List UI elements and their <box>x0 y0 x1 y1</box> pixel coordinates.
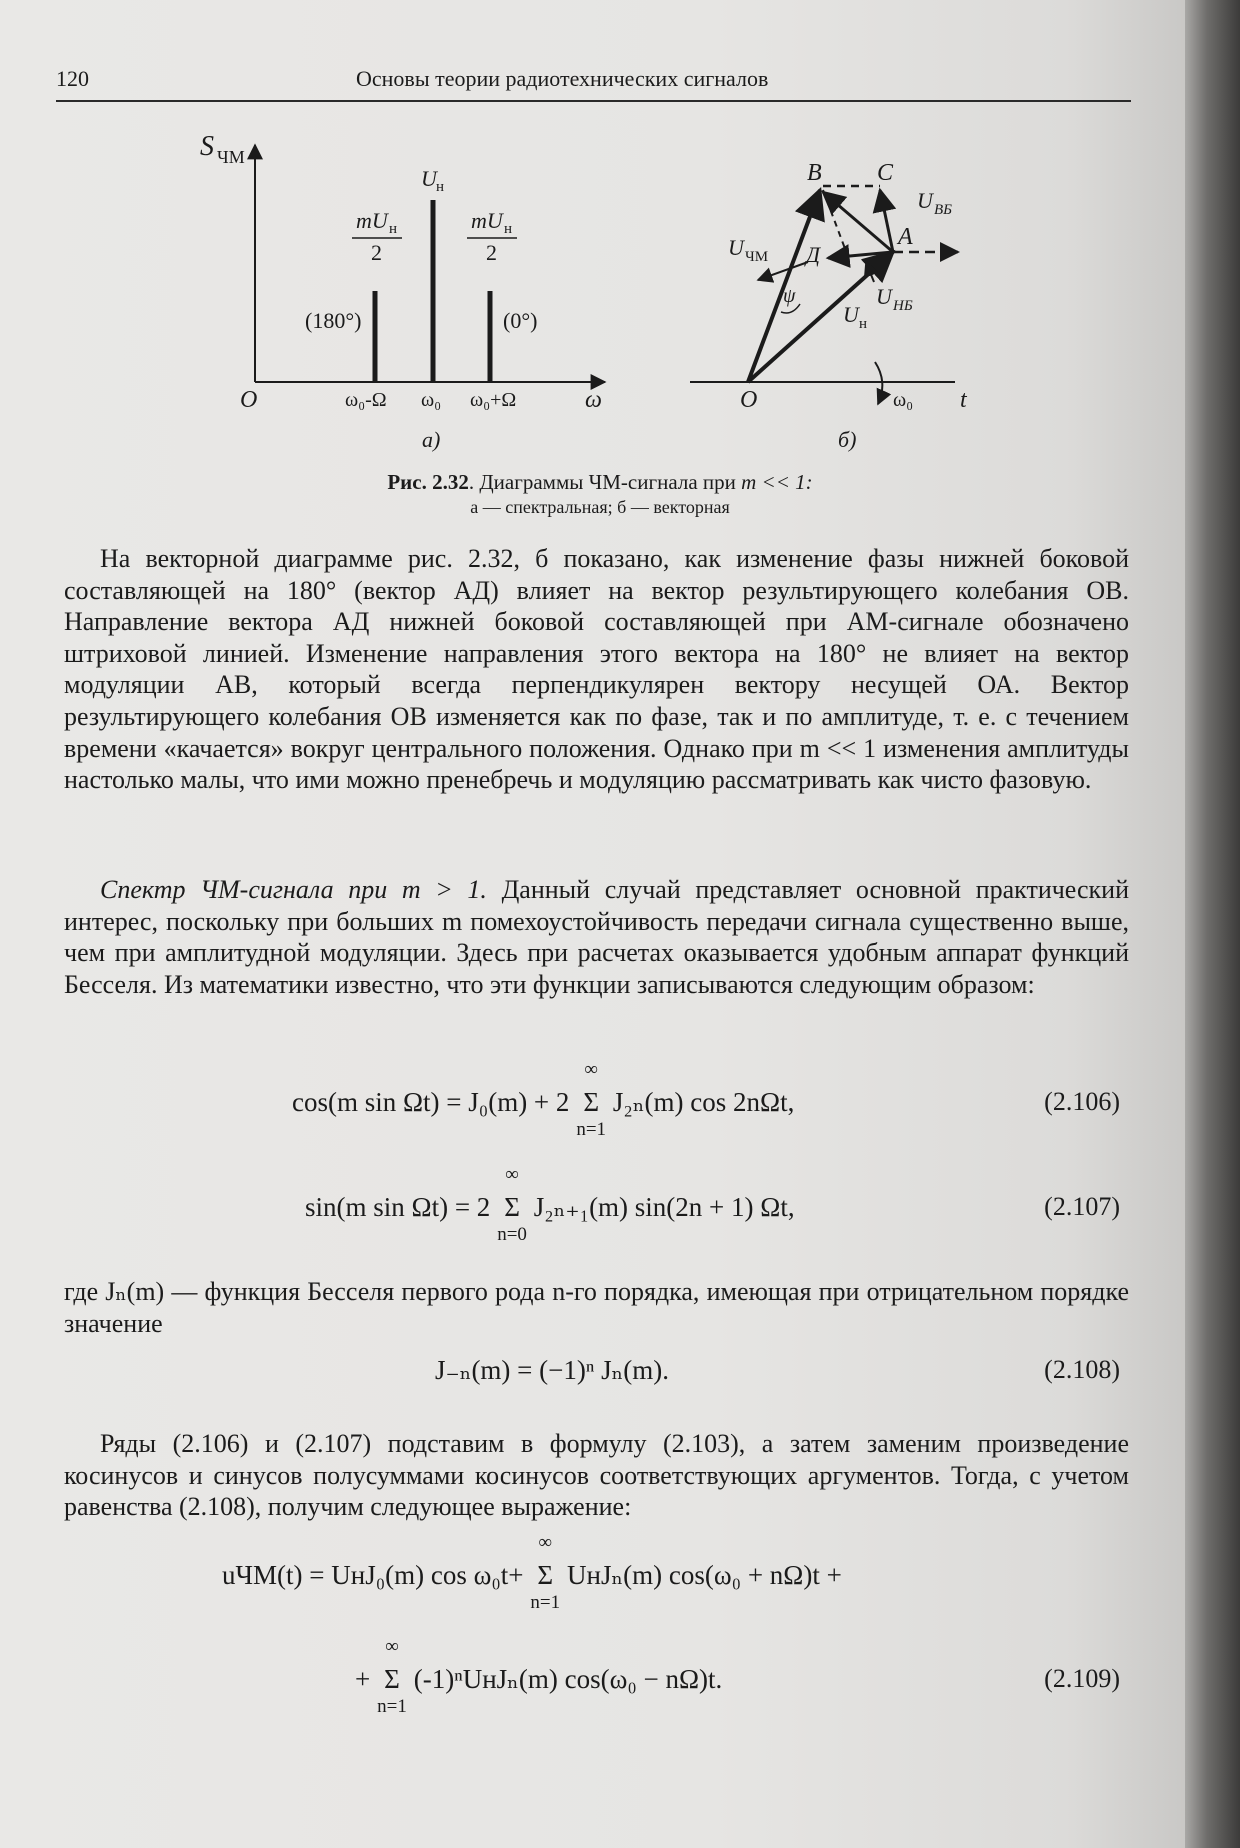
label-A: A <box>898 224 913 250</box>
eq109b-right: (-1)ⁿUнJₙ(m) cos(ω₀ − nΩ)t. <box>413 1664 723 1694</box>
vector-OA <box>748 252 893 382</box>
paragraph-2-heading: Спектр ЧМ-сигнала при m > 1. <box>100 875 487 904</box>
figure-caption <box>150 470 1050 518</box>
upper-amp-label <box>467 208 517 265</box>
eq108-number: (2.108) <box>1044 1355 1120 1384</box>
caption-lead: Рис. 2.32 <box>387 470 469 494</box>
sum-upper-limit: ∞ <box>538 1532 553 1553</box>
caption-cond: m << 1: <box>741 470 813 494</box>
sum-upper-limit: ∞ <box>385 1636 399 1657</box>
panel-a-label: а) <box>422 427 441 452</box>
caption-text: . Диаграммы ЧМ-сигнала при <box>468 470 742 494</box>
label-unb: U <box>876 284 892 309</box>
label-B: B <box>807 160 822 186</box>
eq109-number: (2.109) <box>1044 1664 1120 1693</box>
label-un: U <box>843 302 859 327</box>
paragraph-4 <box>64 1428 1129 1523</box>
sum-lower-limit: n=0 <box>497 1224 527 1245</box>
caption-sub: а — спектральная; б — векторная <box>470 497 730 517</box>
paragraph-2 <box>64 874 1129 1000</box>
eq106-right: J₂ₙ(m) cos 2nΩt, <box>612 1087 795 1117</box>
sum-symbol: Σ ∞ n=1 <box>377 1664 407 1695</box>
label-ubb-sub: ВБ <box>934 202 953 218</box>
eq108-text: J₋ₙ(m) = (−1)ⁿ Jₙ(m). <box>435 1355 670 1385</box>
label-D: Д <box>806 242 820 267</box>
eq109a-right: UнJₙ(m) cos(ω₀ + nΩ)t + <box>567 1560 842 1590</box>
sum-symbol: Σ ∞ n=1 <box>576 1087 606 1118</box>
upper-amp-num: mU <box>471 208 503 233</box>
sum-symbol: Σ ∞ n=0 <box>497 1192 527 1223</box>
label-t: t <box>960 387 967 413</box>
upper-amp-sub: н <box>504 221 513 237</box>
paragraph-1 <box>64 543 1129 796</box>
label-O: O <box>740 387 758 413</box>
lower-amp-sub: н <box>389 221 398 237</box>
sum-lower-limit: n=1 <box>576 1119 607 1140</box>
tick-carrier: ω₀ <box>421 389 442 411</box>
tick-upper: ω₀+Ω <box>470 389 517 411</box>
vector-diagram <box>690 160 968 452</box>
lower-amp-label <box>352 208 402 265</box>
figure-2-32 <box>0 0 1185 520</box>
sum-symbol: Σ ∞ n=1 <box>530 1560 560 1591</box>
paragraph-1-text: На векторной диаграмме рис. 2.32, б показано, как изменение фазы нижней боковой составляющей на 180° (вектор АД) влияет на вектор результирующего колебания ОВ. Направление вектора АД нижней боковой составляющей при АМ-сигнале обозначено штриховой линией. Изменение направления этого вектора на 180° не влияет на вектор модуляции АВ, который всегда перпендикулярен вектору несущей ОА. Вектор результирующего колебания ОВ изменяется как по фазе, так и по амплитуде, т. е. с течением времени «качается» вокруг центрального положения. Однако при m << 1 изменения амплитуды настолько малы, что ими можно пренебречь и модуляцию рассматривать как чисто фазовую. <box>64 544 1129 795</box>
label-omega: ω₀ <box>893 389 914 411</box>
eq106-number: (2.106) <box>1044 1087 1120 1116</box>
page-number: 120 <box>56 66 89 91</box>
label-ucm: U <box>728 235 744 260</box>
sum-lower-limit: n=1 <box>377 1696 407 1717</box>
lower-amp-num: mU <box>356 208 388 233</box>
label-unb-sub: НБ <box>893 298 913 314</box>
paragraph-3-text: где Jₙ(m) — функция Бесселя первого рода n-го порядка, имеющая при отрицательном порядке значение <box>64 1277 1129 1338</box>
carrier-amp-sub: н <box>436 179 445 195</box>
carrier-amp-label: U <box>421 166 437 191</box>
panel-b-label: б) <box>838 427 857 452</box>
sum-upper-limit: ∞ <box>505 1164 519 1185</box>
origin-label: O <box>240 387 258 413</box>
line-BD-dashed <box>823 190 850 262</box>
eq107-number: (2.107) <box>1044 1192 1120 1221</box>
y-axis-label-sub: ЧМ <box>217 147 245 167</box>
label-ucm-sub: ЧМ <box>745 249 769 265</box>
eq109b-left: + <box>355 1664 371 1694</box>
tick-lower: ω₀-Ω <box>345 389 387 411</box>
upper-phase-label: (0°) <box>503 308 538 333</box>
label-C: C <box>877 160 894 186</box>
lower-amp-den: 2 <box>371 240 382 265</box>
sum-lower-limit: n=1 <box>530 1592 561 1613</box>
paragraph-4-text: Ряды (2.106) и (2.107) подставим в формулу (2.103), а затем заменим произведение косинусов и синусов полусуммами косинусов соответствующих аргументов. Тогда, с учетом равенства (2.108), получим следующее выражение: <box>64 1429 1129 1522</box>
paragraph-2-text: Данный случай представляет основной практический интерес, поскольку при больших m помехоустойчивость передачи сигнала существенно выше, чем при амплитудной модуляции. Здесь при расчетах оказывается удобным аппарат функций Бесселя. Из математики известно, что эти функции записываются следующим образом: <box>64 875 1129 999</box>
y-axis-label: S <box>200 131 214 162</box>
running-title: Основы теории радиотехнических сигналов <box>356 66 769 91</box>
spectral-diagram <box>200 131 605 452</box>
eq109a-left: uЧМ(t) = UнJ₀(m) cos ω₀t+ <box>222 1560 524 1590</box>
vector-AD <box>828 252 893 258</box>
eq107-right: J₂ₙ₊₁(m) sin(2n + 1) Ωt, <box>533 1192 795 1222</box>
label-psi: ψ <box>783 285 796 307</box>
lower-phase-label: (180°) <box>305 308 362 333</box>
eq106-left: cos(m sin Ωt) = J₀(m) + 2 <box>292 1087 570 1117</box>
figure-svg <box>0 0 1185 470</box>
eq107-left: sin(m sin Ωt) = 2 <box>305 1192 491 1222</box>
x-axis-label: ω <box>585 387 602 413</box>
label-ubb: U <box>917 188 933 213</box>
upper-amp-den: 2 <box>486 240 497 265</box>
label-un-sub: н <box>859 316 868 332</box>
sum-upper-limit: ∞ <box>584 1059 598 1080</box>
paragraph-3 <box>64 1276 1129 1339</box>
book-spine-shadow <box>1185 0 1240 1848</box>
